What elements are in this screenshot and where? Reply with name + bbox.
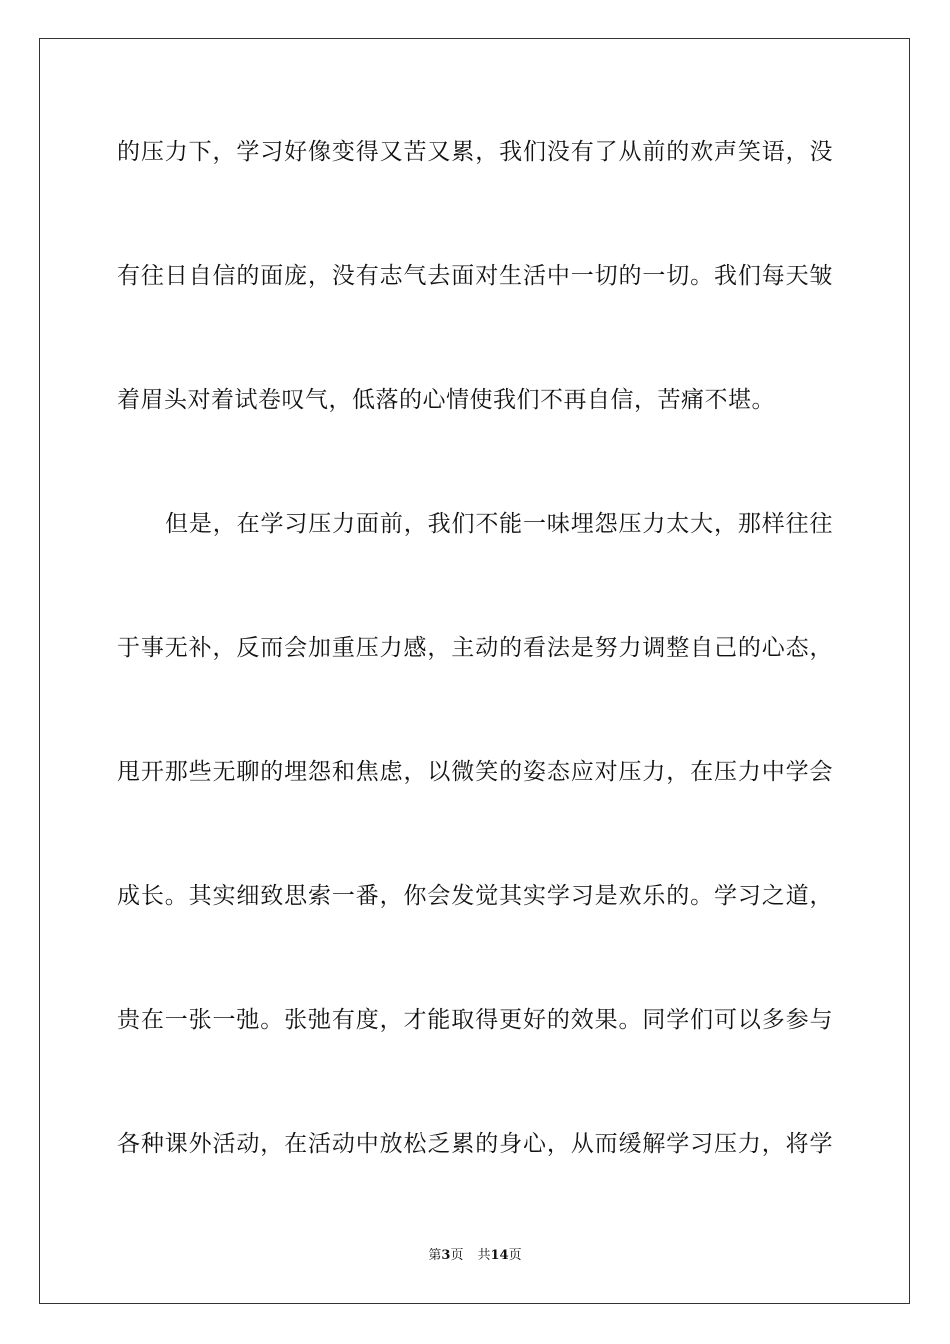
page-prefix: 第 <box>428 1248 442 1263</box>
text-line-5: 于事无补，反而会加重压力感，主动的看法是努力调整自己的心态， <box>117 635 833 661</box>
page-frame <box>39 38 910 1304</box>
text-line-8: 贵在一张一弛。张弛有度，才能取得更好的效果。同学们可以多参与 <box>117 1007 833 1033</box>
text-line-9: 各种课外活动，在活动中放松乏累的身心，从而缓解学习压力，将学 <box>117 1131 833 1157</box>
text-line-6: 甩开那些无聊的埋怨和焦虑，以微笑的姿态应对压力，在压力中学会 <box>117 759 833 785</box>
total-suffix: 页 <box>508 1248 522 1263</box>
text-line-1: 的压力下，学习好像变得又苦又累，我们没有了从前的欢声笑语，没 <box>117 139 833 165</box>
total-prefix: 共 <box>477 1248 491 1263</box>
text-line-7: 成长。其实细致思索一番，你会发觉其实学习是欢乐的。学习之道， <box>117 883 833 909</box>
text-line-3: 着眉头对着试卷叹气，低落的心情使我们不再自信，苦痛不堪。 <box>117 387 775 413</box>
text-line-2: 有往日自信的面庞，没有志气去面对生活中一切的一切。我们每天皱 <box>117 263 833 289</box>
page-total: 14 <box>490 1248 509 1263</box>
page-current: 3 <box>441 1248 451 1263</box>
page-footer <box>0 1247 950 1265</box>
page-suffix: 页 <box>450 1248 464 1263</box>
text-line-4: 但是，在学习压力面前，我们不能一味埋怨压力太大，那样往往 <box>165 511 833 537</box>
